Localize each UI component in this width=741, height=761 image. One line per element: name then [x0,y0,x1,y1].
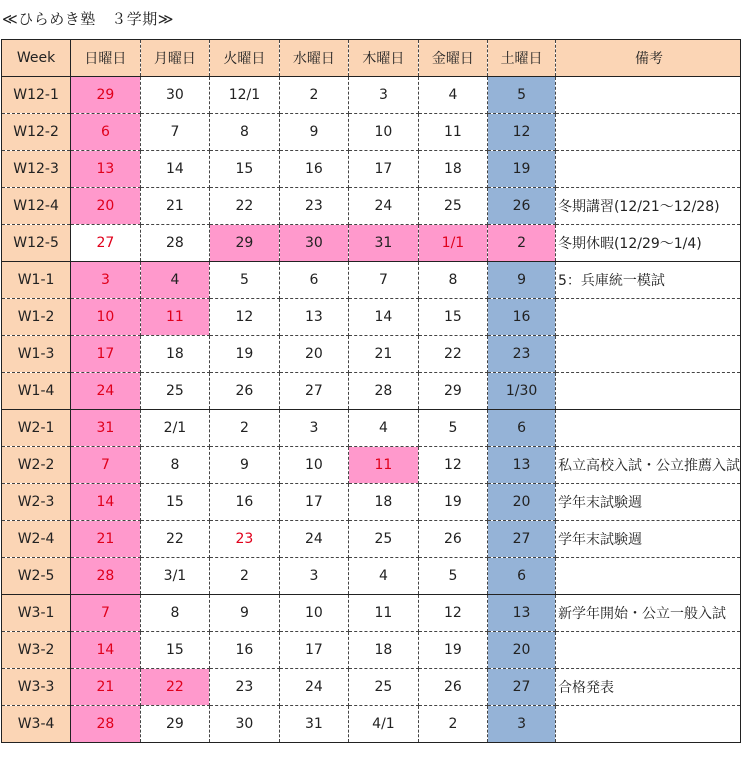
day-cell-wednesday: 17 [279,632,349,669]
day-cell-thursday: 24 [349,188,419,225]
day-cell-tuesday: 22 [210,188,280,225]
day-cell-thursday: 21 [349,336,419,373]
day-cell-saturday: 5 [488,77,556,114]
day-cell-monday: 22 [140,669,210,706]
day-cell-thursday: 18 [349,632,419,669]
day-cell-wednesday: 16 [279,151,349,188]
week-label: W2-4 [2,521,71,558]
table-row [2,632,741,669]
week-label: W3-2 [2,632,71,669]
day-cell-friday: 8 [418,262,488,299]
table-row [2,558,741,595]
day-cell-monday: 8 [140,447,210,484]
week-label: W2-2 [2,447,71,484]
header-monday: 月曜日 [140,40,210,77]
day-cell-thursday: 4 [349,410,419,447]
day-cell-thursday: 11 [349,595,419,632]
week-label: W12-2 [2,114,71,151]
day-cell-sunday: 6 [71,114,141,151]
day-cell-thursday: 10 [349,114,419,151]
day-cell-friday: 26 [418,521,488,558]
day-cell-tuesday: 9 [210,447,280,484]
day-cell-sunday: 29 [71,77,141,114]
day-cell-saturday: 26 [488,188,556,225]
day-cell-thursday: 17 [349,151,419,188]
day-cell-monday: 25 [140,373,210,410]
day-cell-monday: 11 [140,299,210,336]
day-cell-sunday: 3 [71,262,141,299]
day-cell-friday: 29 [418,373,488,410]
note-cell [555,151,740,188]
day-cell-sunday: 28 [71,706,141,743]
day-cell-tuesday: 2 [210,410,280,447]
note-cell [555,632,740,669]
header-week: Week [2,40,71,77]
table-row [2,151,741,188]
day-cell-monday: 4 [140,262,210,299]
day-cell-wednesday: 10 [279,595,349,632]
day-cell-sunday: 7 [71,595,141,632]
note-cell: 5：兵庫統一模試 [555,262,740,299]
week-label: W2-5 [2,558,71,595]
table-row [2,77,741,114]
header-tuesday: 火曜日 [210,40,280,77]
note-cell: 学年末試験週 [555,521,740,558]
day-cell-sunday: 13 [71,151,141,188]
day-cell-saturday: 13 [488,447,556,484]
day-cell-tuesday: 15 [210,151,280,188]
day-cell-sunday: 31 [71,410,141,447]
day-cell-sunday: 27 [71,225,141,262]
note-cell [555,373,740,410]
table-row [2,447,741,484]
table-row [2,595,741,632]
day-cell-friday: 1/1 [418,225,488,262]
day-cell-wednesday: 23 [279,188,349,225]
day-cell-tuesday: 2 [210,558,280,595]
day-cell-monday: 29 [140,706,210,743]
day-cell-sunday: 10 [71,299,141,336]
note-cell: 合格発表 [555,669,740,706]
day-cell-monday: 18 [140,336,210,373]
day-cell-tuesday: 12 [210,299,280,336]
table-row [2,373,741,410]
header-thursday: 木曜日 [349,40,419,77]
day-cell-saturday: 16 [488,299,556,336]
day-cell-friday: 26 [418,669,488,706]
note-cell [555,706,740,743]
table-row [2,262,741,299]
day-cell-saturday: 12 [488,114,556,151]
week-label: W12-4 [2,188,71,225]
note-cell: 学年末試験週 [555,484,740,521]
note-cell: 新学年開始・公立一般入試 [555,595,740,632]
week-label: W3-4 [2,706,71,743]
note-cell [555,299,740,336]
week-label: W3-1 [2,595,71,632]
day-cell-friday: 19 [418,632,488,669]
day-cell-saturday: 19 [488,151,556,188]
week-label: W12-1 [2,77,71,114]
week-label: W1-1 [2,262,71,299]
note-cell [555,410,740,447]
day-cell-sunday: 21 [71,669,141,706]
day-cell-monday: 28 [140,225,210,262]
day-cell-monday: 30 [140,77,210,114]
day-cell-tuesday: 16 [210,484,280,521]
day-cell-monday: 14 [140,151,210,188]
day-cell-thursday: 3 [349,77,419,114]
day-cell-tuesday: 23 [210,521,280,558]
week-label: W2-3 [2,484,71,521]
day-cell-wednesday: 30 [279,225,349,262]
day-cell-saturday: 27 [488,669,556,706]
day-cell-monday: 22 [140,521,210,558]
week-label: W2-1 [2,410,71,447]
day-cell-friday: 5 [418,558,488,595]
day-cell-tuesday: 19 [210,336,280,373]
day-cell-thursday: 4 [349,558,419,595]
day-cell-tuesday: 23 [210,669,280,706]
day-cell-thursday: 25 [349,521,419,558]
note-cell: 私立高校入試・公立推薦入試 [555,447,740,484]
day-cell-tuesday: 8 [210,114,280,151]
day-cell-wednesday: 3 [279,410,349,447]
day-cell-friday: 5 [418,410,488,447]
day-cell-monday: 8 [140,595,210,632]
table-row [2,706,741,743]
day-cell-friday: 12 [418,595,488,632]
header-friday: 金曜日 [418,40,488,77]
day-cell-saturday: 3 [488,706,556,743]
day-cell-saturday: 2 [488,225,556,262]
day-cell-friday: 4 [418,77,488,114]
day-cell-saturday: 20 [488,484,556,521]
day-cell-sunday: 24 [71,373,141,410]
day-cell-thursday: 28 [349,373,419,410]
day-cell-thursday: 11 [349,447,419,484]
day-cell-tuesday: 9 [210,595,280,632]
day-cell-thursday: 4/1 [349,706,419,743]
note-cell: 冬期休暇(12/29～1/4) [555,225,740,262]
day-cell-tuesday: 12/1 [210,77,280,114]
day-cell-saturday: 20 [488,632,556,669]
day-cell-friday: 25 [418,188,488,225]
day-cell-sunday: 7 [71,447,141,484]
day-cell-tuesday: 30 [210,706,280,743]
note-cell [555,77,740,114]
page-title: ≪ひらめき塾 ３学期≫ [2,10,174,28]
header-notes: 備考 [555,40,740,77]
day-cell-monday: 3/1 [140,558,210,595]
week-label: W12-3 [2,151,71,188]
day-cell-friday: 22 [418,336,488,373]
day-cell-friday: 15 [418,299,488,336]
day-cell-friday: 19 [418,484,488,521]
header-saturday: 土曜日 [488,40,556,77]
day-cell-wednesday: 20 [279,336,349,373]
day-cell-tuesday: 5 [210,262,280,299]
day-cell-tuesday: 16 [210,632,280,669]
day-cell-wednesday: 2 [279,77,349,114]
day-cell-saturday: 1/30 [488,373,556,410]
table-row [2,484,741,521]
day-cell-thursday: 7 [349,262,419,299]
day-cell-monday: 7 [140,114,210,151]
note-cell: 冬期講習(12/21～12/28) [555,188,740,225]
day-cell-tuesday: 29 [210,225,280,262]
table-row [2,669,741,706]
note-cell [555,336,740,373]
day-cell-wednesday: 9 [279,114,349,151]
note-cell [555,558,740,595]
day-cell-sunday: 14 [71,632,141,669]
day-cell-wednesday: 6 [279,262,349,299]
day-cell-saturday: 23 [488,336,556,373]
header-sunday: 日曜日 [71,40,141,77]
day-cell-tuesday: 26 [210,373,280,410]
day-cell-sunday: 21 [71,521,141,558]
day-cell-friday: 11 [418,114,488,151]
day-cell-saturday: 9 [488,262,556,299]
day-cell-wednesday: 13 [279,299,349,336]
week-label: W1-2 [2,299,71,336]
day-cell-wednesday: 17 [279,484,349,521]
day-cell-friday: 2 [418,706,488,743]
day-cell-saturday: 6 [488,558,556,595]
day-cell-monday: 15 [140,632,210,669]
header-wednesday: 水曜日 [279,40,349,77]
day-cell-wednesday: 10 [279,447,349,484]
day-cell-monday: 21 [140,188,210,225]
day-cell-friday: 12 [418,447,488,484]
day-cell-wednesday: 24 [279,669,349,706]
day-cell-saturday: 27 [488,521,556,558]
day-cell-sunday: 28 [71,558,141,595]
day-cell-thursday: 31 [349,225,419,262]
schedule-table [1,39,741,743]
day-cell-saturday: 6 [488,410,556,447]
week-label: W1-3 [2,336,71,373]
table-row [2,521,741,558]
day-cell-thursday: 18 [349,484,419,521]
table-row [2,336,741,373]
table-row [2,410,741,447]
week-label: W1-4 [2,373,71,410]
day-cell-monday: 15 [140,484,210,521]
note-cell [555,114,740,151]
day-cell-sunday: 20 [71,188,141,225]
week-label: W3-3 [2,669,71,706]
week-label: W12-5 [2,225,71,262]
table-row [2,299,741,336]
day-cell-monday: 2/1 [140,410,210,447]
day-cell-saturday: 13 [488,595,556,632]
header-row [2,40,741,77]
day-cell-sunday: 14 [71,484,141,521]
day-cell-wednesday: 24 [279,521,349,558]
day-cell-wednesday: 3 [279,558,349,595]
day-cell-friday: 18 [418,151,488,188]
day-cell-thursday: 14 [349,299,419,336]
day-cell-thursday: 25 [349,669,419,706]
table-row [2,225,741,262]
day-cell-sunday: 17 [71,336,141,373]
day-cell-wednesday: 31 [279,706,349,743]
table-row [2,188,741,225]
table-row [2,114,741,151]
day-cell-wednesday: 27 [279,373,349,410]
